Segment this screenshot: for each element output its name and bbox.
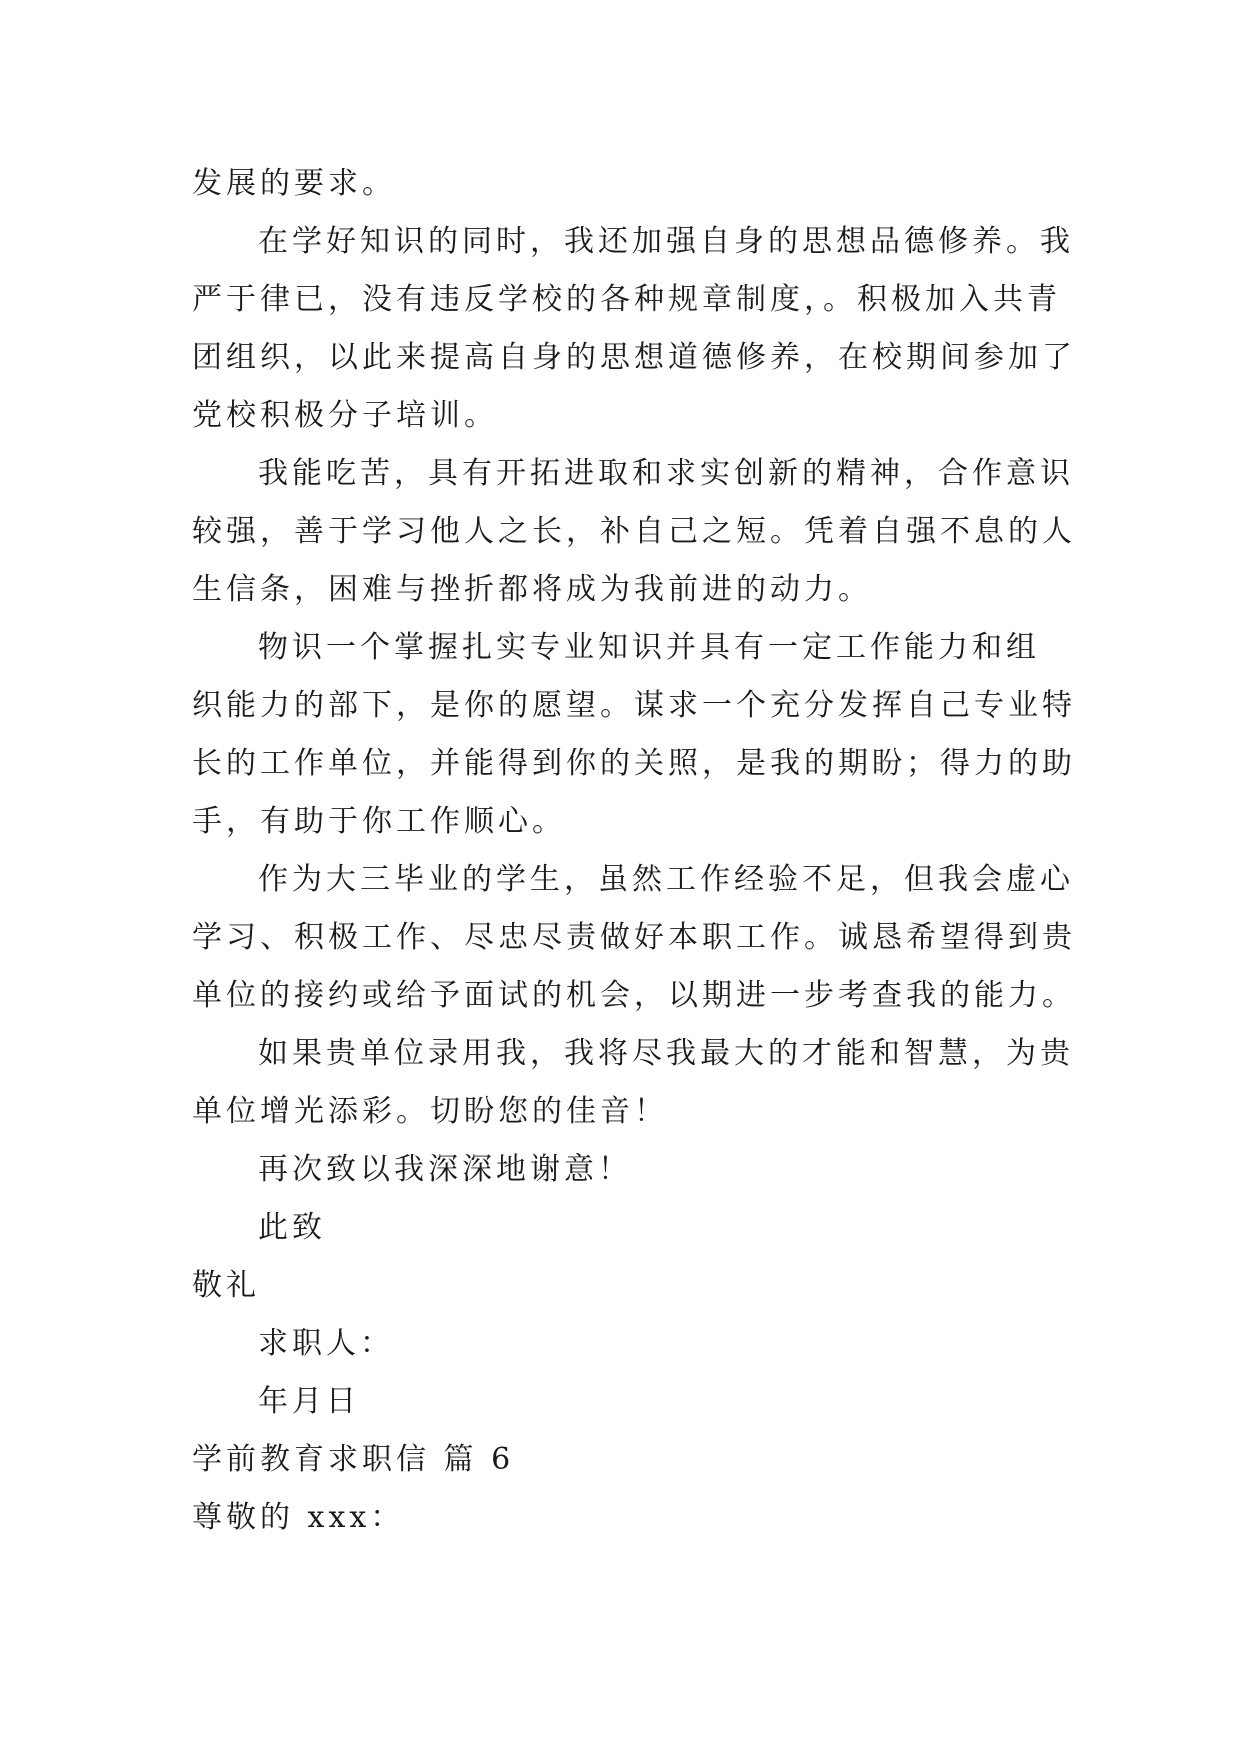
text-line: 较强，善于学习他人之长，补自己之短。凭着自强不息的人 [192,514,1076,549]
text-line: 单位的接约或给予面试的机会，以期进一步考查我的能力。 [192,978,1076,1013]
text-line: 织能力的部下，是你的愿望。谋求一个充分发挥自己专业特 [192,688,1076,723]
text-line: 作为大三毕业的学生，虽然工作经验不足，但我会虚心 [258,862,1074,897]
text-line: 严于律已，没有违反学校的各种规章制度，。积极加入共青 [192,282,1061,317]
text-line: 手，有助于你工作顺心。 [192,804,566,839]
document-body [192,155,1076,1547]
text-line: 团组织，以此来提高自身的思想道德修养，在校期间参加了 [192,340,1076,375]
text-line: 长的工作单位，并能得到你的关照，是我的期盼；得力的助 [192,746,1076,781]
text-line: 发展的要求。 [192,166,396,201]
text-line: 物识一个掌握扎实专业知识并具有一定工作能力和组 [258,630,1040,665]
text-line: 再次致以我深深地谢意！ [258,1152,632,1187]
text-line: 求职人： [258,1326,394,1361]
text-line: 党校积极分子培训。 [192,398,498,433]
text-line: 在学好知识的同时，我还加强自身的思想品德修养。我 [258,224,1074,259]
text-line: 我能吃苦，具有开拓进取和求实创新的精神，合作意识 [258,456,1074,491]
text-line: 学习、积极工作、尽忠尽责做好本职工作。诚恳希望得到贵 [192,920,1076,955]
text-line: 此致 [258,1210,326,1245]
text-line: 尊敬的 xxx： [192,1500,405,1535]
text-line: 生信条，困难与挫折都将成为我前进的动力。 [192,572,872,607]
text-line: 单位增光添彩。切盼您的佳音！ [192,1094,668,1129]
text-line: 敬礼 [192,1268,260,1303]
text-line: 如果贵单位录用我，我将尽我最大的才能和智慧，为贵 [258,1036,1074,1071]
text-line: 学前教育求职信 篇 6 [192,1442,515,1477]
text-line: 年月日 [258,1384,360,1419]
